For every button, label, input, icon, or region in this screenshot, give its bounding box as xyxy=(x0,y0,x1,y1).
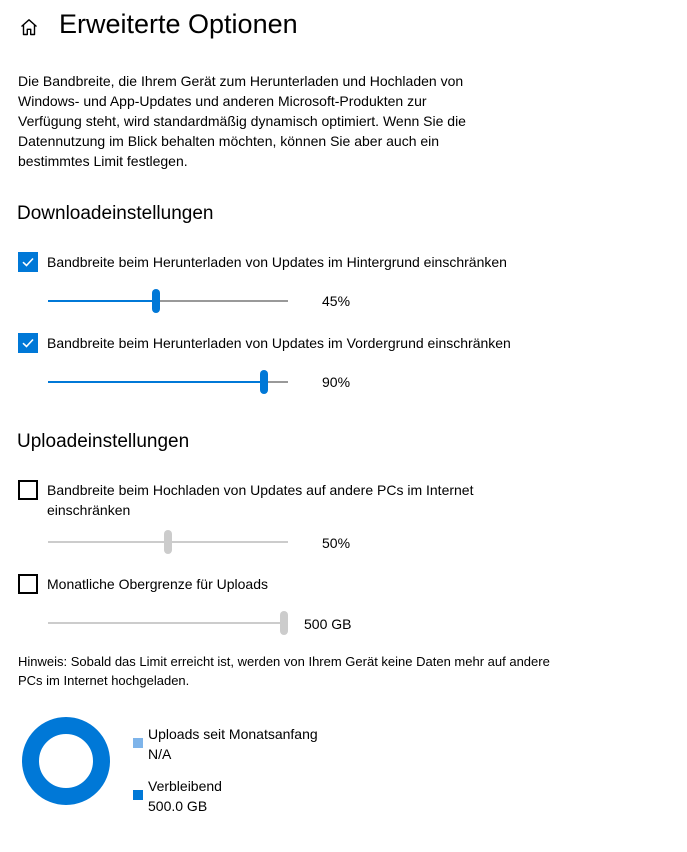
upload-bandwidth-limit-checkbox-row[interactable] xyxy=(18,480,538,520)
slider-fill xyxy=(48,300,156,302)
header xyxy=(0,0,687,56)
upload-bandwidth-limit-label: Bandbreite beim Hochladen von Updates auf andere PCs im Internet einschränken xyxy=(47,482,474,518)
upload-bandwidth-slider[interactable] xyxy=(48,530,288,554)
remaining-legend-value: 500.0 GB xyxy=(148,798,208,814)
background-download-limit-checkbox-row[interactable] xyxy=(18,252,507,272)
remaining-ring xyxy=(31,726,102,797)
monthly-upload-cap-slider[interactable] xyxy=(48,611,288,635)
home-button[interactable] xyxy=(14,12,44,42)
background-download-slider[interactable] xyxy=(48,289,288,313)
monthly-upload-cap-value: 500 GB xyxy=(304,616,352,632)
foreground-download-slider[interactable] xyxy=(48,370,288,394)
upload-usage-donut-chart xyxy=(22,717,110,805)
page-title: Erweiterte Optionen xyxy=(59,9,298,39)
background-download-limit-checkbox[interactable] xyxy=(18,252,38,272)
download-section-title: Downloadeinstellungen xyxy=(17,203,214,224)
upload-limit-hint: Hinweis: Sobald das Limit erreicht ist, werden von Ihrem Gerät keine Daten mehr auf andere PCs im Internet hochgeladen. xyxy=(18,654,550,688)
upload-section-title: Uploadeinstellungen xyxy=(17,431,190,452)
monthly-upload-cap-checkbox-row[interactable] xyxy=(18,574,268,594)
foreground-download-limit-checkbox[interactable] xyxy=(18,333,38,353)
slider-thumb[interactable] xyxy=(152,289,160,313)
slider-thumb[interactable] xyxy=(164,530,172,554)
background-download-value: 45% xyxy=(322,293,351,309)
monthly-upload-cap-checkbox[interactable] xyxy=(18,574,38,594)
remaining-legend-swatch xyxy=(133,790,143,800)
checkmark-icon xyxy=(21,255,35,269)
uploads-legend-label: Uploads seit Monatsanfang xyxy=(148,726,318,742)
home-icon xyxy=(19,17,39,37)
foreground-download-limit-label: Bandbreite beim Herunterladen von Updates im Vordergrund einschränken xyxy=(47,335,511,351)
foreground-download-value: 90% xyxy=(322,374,351,390)
monthly-upload-cap-label: Monatliche Obergrenze für Uploads xyxy=(47,576,269,592)
checkmark-icon xyxy=(21,336,35,350)
remaining-legend-label: Verbleibend xyxy=(148,778,222,794)
slider-thumb[interactable] xyxy=(260,370,268,394)
slider-track xyxy=(48,622,288,624)
slider-fill xyxy=(48,381,264,383)
uploads-legend-swatch xyxy=(133,738,143,748)
intro-text: Die Bandbreite, die Ihrem Gerät zum Herunterladen und Hochladen von Windows- und App-Updates und anderen Microsoft-Produkten zur Verfügung steht, wird standardmäßig dynamisch optimiert. Wenn Sie die Datennutzung im Blick behalten möchten, können Sie aber auch ein bestimmtes Limit festlegen. xyxy=(18,73,466,169)
upload-bandwidth-value: 50% xyxy=(322,535,351,551)
uploads-legend-value: N/A xyxy=(148,746,172,762)
slider-thumb[interactable] xyxy=(280,611,288,635)
foreground-download-limit-checkbox-row[interactable] xyxy=(18,333,511,353)
background-download-limit-label: Bandbreite beim Herunterladen von Updates im Hintergrund einschränken xyxy=(47,254,507,270)
upload-bandwidth-limit-checkbox[interactable] xyxy=(18,480,38,500)
